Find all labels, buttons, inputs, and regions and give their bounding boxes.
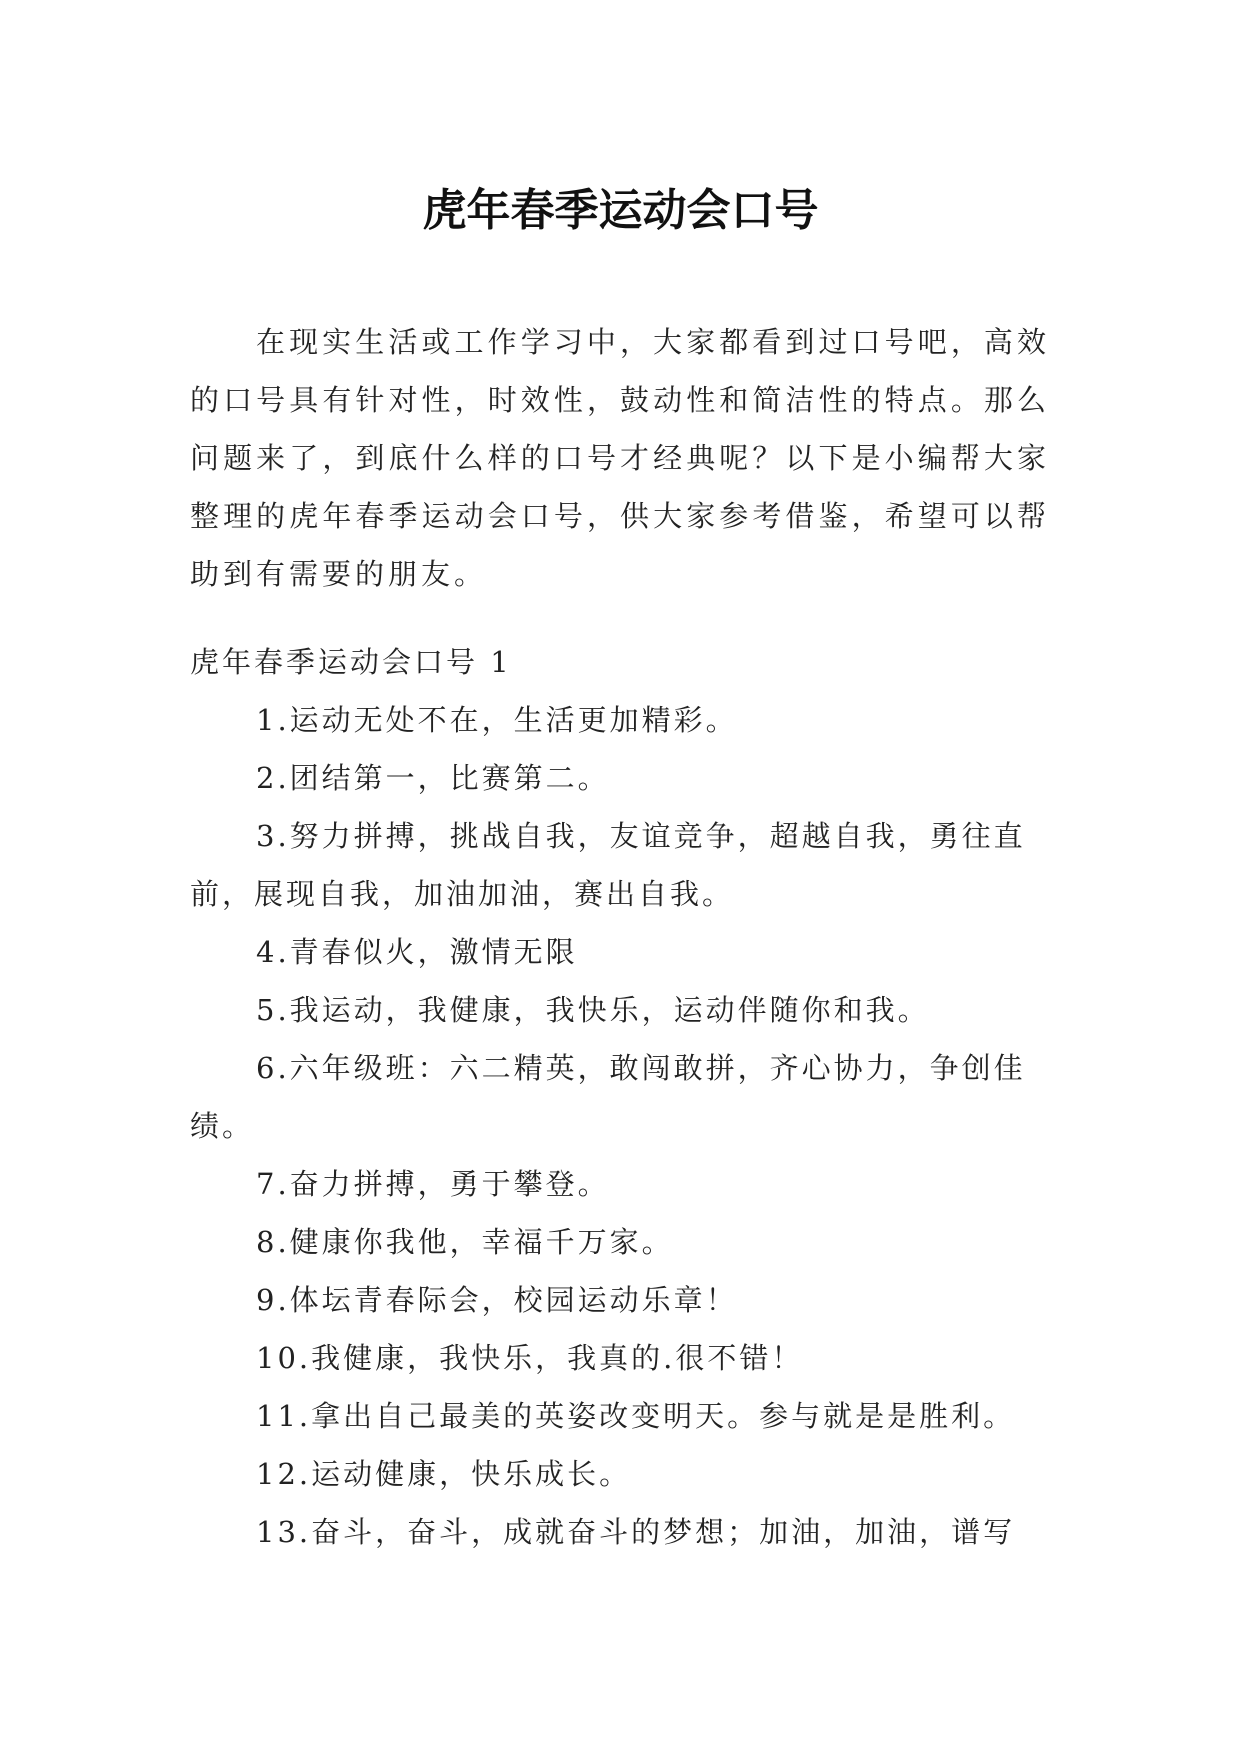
- list-item: 13.奋斗，奋斗，成就奋斗的梦想；加油，加油，谱写: [256, 1515, 1016, 1549]
- list-item: 12.运动健康，快乐成长。: [256, 1457, 632, 1491]
- list-item: 7.奋力拼搏，勇于攀登。: [256, 1167, 610, 1201]
- list-item: 11.拿出自己最美的英姿改变明天。参与就是是胜利。: [256, 1399, 1016, 1433]
- list-item: 3.努力拼搏，挑战自我，友谊竞争，超越自我，勇往直前，展现自我，加油加油，赛出自我。: [190, 819, 1026, 911]
- list-item: 1.运动无处不在，生活更加精彩。: [256, 703, 738, 737]
- intro-paragraph: 在现实生活或工作学习中，大家都看到过口号吧，高效的口号具有针对性，时效性，鼓动性和简洁性的特点。那么问题来了，到底什么样的口号才经典呢？以下是小编帮大家整理的虎年春季运动会口号，供大家参考借鉴，希望可以帮助到有需要的朋友。: [190, 325, 1050, 591]
- list-item: 4.青春似火，激情无限: [256, 935, 578, 969]
- list-item: 5.我运动，我健康，我快乐，运动伴随你和我。: [256, 993, 930, 1027]
- list-item: 6.六年级班：六二精英，敢闯敢拼，齐心协力，争创佳绩。: [190, 1051, 1026, 1143]
- list-item: 10.我健康，我快乐，我真的.很不错！: [256, 1341, 804, 1375]
- list-item: 9.体坛青春际会，校园运动乐章！: [256, 1283, 738, 1317]
- document-title: 虎年春季运动会口号: [422, 185, 819, 237]
- section-heading: 虎年春季运动会口号 1: [190, 645, 512, 679]
- list-item: 2.团结第一，比赛第二。: [256, 761, 610, 795]
- list-item: 8.健康你我他，幸福千万家。: [256, 1225, 674, 1259]
- slogan-list: [190, 691, 1050, 1561]
